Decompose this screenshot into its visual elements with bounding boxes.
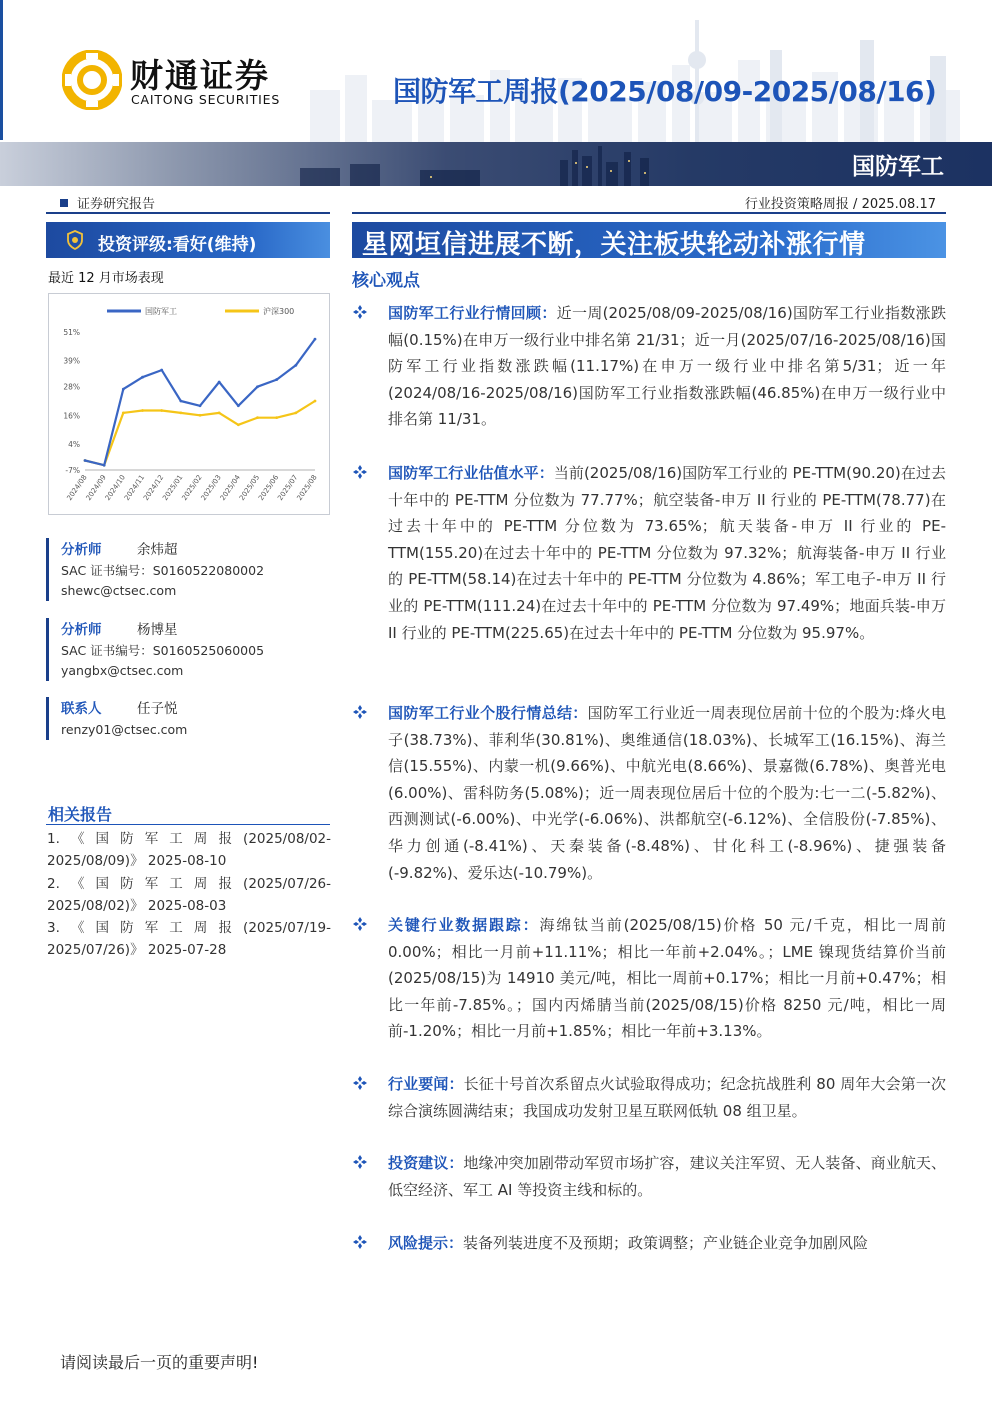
contact-name: 任子悦 [137, 701, 178, 717]
report-type-label: 证券研究报告 [77, 197, 156, 212]
related-report-item[interactable]: 2.《国防军工周报(2025/07/26-2025/08/02)》 2025-08-03 [47, 875, 331, 914]
analyst-cert: SAC 证书编号：S0160522080002 [61, 563, 265, 578]
section-heading: 国防军工行业估值水平： [388, 464, 554, 482]
x-tick-label: 2025/05 [237, 473, 262, 502]
square-bullet-icon [60, 199, 68, 207]
headline-text: 星网垣信进展不断，关注板块轮动补涨行情 [362, 230, 866, 260]
section-text: 国防军工行业近一周表现位居前十位的个股为:烽火电子(38.73%)、菲利华(30.81%)、奥维通信(18.03%)、长城军工(16.15%)、海兰信(15.55%)、内蒙一机(9.66%)、中航光电(8.66%)、景嘉微(6.78%)、奥普光电(6.00%)、雷科防务(5.08%)；近一周表现位居后十位的个股为:七一二(-5.82%)、西测测试(-6.00%)、中光学(-6.06%)、洪都航空(-6.12%)、全信股份(-7.85%)、华力创通(-8.41%)、天秦装备(-8.48%)、甘化科工(-8.96%)、捷强装备(-9.82%)、爱乐达(-10.79%)。 [388, 704, 946, 882]
x-tick-label: 2024/11 [122, 473, 147, 502]
report-type [60, 193, 155, 212]
y-tick-label: 4% [68, 439, 80, 449]
analyst-role: 分析师 [61, 542, 102, 558]
related-divider [46, 824, 330, 825]
performance-chart-svg [49, 294, 329, 514]
analyst-card-1 [46, 538, 316, 601]
series-point [256, 416, 259, 419]
performance-title: 最近 12 月市场表现 [48, 271, 164, 286]
series-point [294, 364, 297, 367]
section-heading: 国防军工行业个股行情总结： [388, 704, 588, 722]
x-tick-label: 2024/08 [65, 473, 89, 502]
related-report-item[interactable]: 3.《国防军工周报(2025/07/19-2025/07/26)》 2025-07-28 [47, 920, 331, 959]
header-left-rule [0, 0, 3, 140]
series-point [218, 411, 221, 414]
legend-label: 沪深300 [263, 307, 295, 316]
report-title: 国防军工周报(2025/08/09-2025/08/16) [393, 75, 937, 108]
section-text: 当前(2025/08/16)国防军工行业的 PE-TTM(90.20)在过去十年中的 PE-TTM 分位数为 77.77%；航空装备-申万 II 行业的 PE-TTM(78.77)在过去十年中的 PE-TTM 分位数为 73.65%；航天装备-申万 II 行业的 PE-TTM(155.20)在过去十年中的 PE-TTM 分位数为 97.32%；航海装备-申万 II 行业的 PE-TTM(58.14)在过去十年中的 PE-TTM 分位数为 4.86%；军工电子-申万 II 行业的 PE-TTM(111.24)在过去十年中的 PE-TTM 分位数为 97.49%；地面兵装-申万 II 行业的 PE-TTM(225.65)在过去十年中的 PE-TTM 分位数为 95.97%。 [388, 464, 946, 642]
series-point [256, 385, 259, 388]
series-point [122, 388, 125, 391]
series-point [199, 414, 202, 417]
series-point [199, 404, 202, 407]
diamond-bullet-icon [352, 304, 368, 320]
x-tick-label: 2025/02 [180, 473, 204, 502]
section-text: 长征十号首次系留点火试验取得成功；纪念抗战胜利 80 周年大会第一次综合演练圆满结束；我国成功发射卫星互联网低轨 08 组卫星。 [388, 1075, 946, 1120]
category-date: 行业投资策略周报 / 2025.08.17 [744, 197, 936, 212]
performance-chart [48, 293, 330, 515]
series-point [237, 404, 240, 407]
analyst-name: 余炜超 [137, 542, 178, 558]
series-point [141, 376, 144, 379]
investment-rating-box [46, 222, 330, 258]
series-point [160, 409, 163, 412]
x-tick-label: 2025/04 [218, 473, 242, 502]
contact-role: 联系人 [61, 701, 102, 717]
section-text: 装备列装进度不及预期；政策调整；产业链企业竞争加剧风险 [463, 1234, 869, 1252]
x-tick-label: 2025/08 [295, 473, 319, 502]
series-point [294, 411, 297, 414]
related-report-item[interactable]: 1.《国防军工周报(2025/08/02-2025/08/09)》 2025-08-10 [47, 831, 331, 870]
diamond-bullet-icon [352, 704, 368, 720]
section-text: 地缘冲突加剧带动军贸市场扩容，建议关注军贸、无人装备、商业航天、低空经济、军工 AI 等投资主线和标的。 [388, 1154, 946, 1199]
x-tick-label: 2024/10 [103, 473, 127, 502]
section-industry-data [352, 912, 946, 1045]
related-reports-title: 相关报告 [48, 805, 113, 824]
logo-chinese-name: 财通证券 [130, 56, 270, 95]
x-tick-label: 2025/06 [257, 473, 281, 502]
section-industry-news [352, 1071, 946, 1124]
series-point [103, 464, 106, 467]
x-tick-label: 2024/09 [84, 473, 108, 502]
analyst-email[interactable]: yangbx@ctsec.com [61, 663, 184, 678]
analyst-cert: SAC 证书编号：S0160525060005 [61, 643, 265, 658]
section-stock-summary [352, 700, 946, 886]
y-tick-label: 39% [63, 356, 80, 366]
diamond-bullet-icon [352, 1075, 368, 1091]
contact-card [46, 697, 316, 740]
core-views-title: 核心观点 [352, 271, 420, 291]
analyst-email[interactable]: shewc@ctsec.com [61, 583, 177, 598]
series-point [237, 423, 240, 426]
section-market-review [352, 300, 946, 433]
series-line [85, 401, 315, 465]
industry-tag: 国防军工 [852, 154, 944, 180]
series-point [218, 381, 221, 384]
diamond-bullet-icon [352, 1154, 368, 1170]
series-line [85, 339, 315, 465]
series-point [122, 411, 125, 414]
x-tick-label: 2025/01 [161, 473, 185, 502]
report-header [0, 0, 992, 188]
series-point [275, 378, 278, 381]
section-heading: 行业要闻： [388, 1075, 464, 1093]
x-tick-label: 2024/12 [142, 473, 166, 502]
diamond-bullet-icon [352, 916, 368, 932]
series-point [179, 400, 182, 403]
analyst-role: 分析师 [61, 622, 102, 638]
header-city-band [0, 142, 992, 186]
logo-english-name: CAITONG SECURITIES [131, 92, 281, 107]
series-point [275, 416, 278, 419]
section-valuation [352, 460, 946, 646]
y-tick-label: 16% [63, 411, 80, 421]
series-point [160, 369, 163, 372]
y-tick-label: -7% [65, 466, 80, 475]
y-tick-label: 28% [63, 382, 80, 392]
diamond-bullet-icon [352, 1234, 368, 1250]
y-tick-label: 51% [63, 328, 80, 337]
series-point [314, 400, 317, 403]
divider-right [352, 212, 946, 214]
analyst-name: 杨博星 [137, 622, 178, 638]
series-point [179, 411, 182, 414]
x-tick-label: 2025/07 [276, 473, 300, 502]
contact-email[interactable]: renzy01@ctsec.com [61, 722, 188, 737]
diamond-bullet-icon [352, 464, 368, 480]
caitong-logo-icon [62, 50, 122, 110]
analyst-card-2 [46, 618, 316, 681]
related-reports-list [47, 828, 331, 962]
shield-icon [66, 230, 84, 250]
series-point [84, 459, 87, 462]
divider-left [46, 212, 330, 214]
section-heading: 关键行业数据跟踪： [388, 916, 540, 934]
section-heading: 投资建议： [388, 1154, 464, 1172]
section-text: 海绵钛当前(2025/08/15)价格 50 元/千克，相比一周前 0.00%；相比一月前+11.11%；相比一年前+2.04%。；LME 镍现货结算价当前(2025/08/15)为 14910 美元/吨，相比一周前+0.17%；相比一月前+0.47%；相比一年前-7.85%。；国内丙烯腈当前(2025/08/15)价格 8250 元/吨，相比一周前-1.20%；相比一月前+1.85%；相比一年前+3.13%。 [388, 916, 946, 1041]
section-investment-advice [352, 1150, 946, 1203]
section-text: 近一周(2025/08/09-2025/08/16)国防军工行业指数涨跌幅(0.15%)在申万一级行业中排名第 21/31；近一月(2025/07/16-2025/08/16)国防军工行业指数涨跌幅(11.17%)在申万一级行业中排名第5/31；近一年(2024/08/16-2025/08/16)国防军工行业指数涨跌幅(46.85%)在申万一级行业中排名第 11/31。 [388, 304, 946, 429]
footer-disclaimer-note: 请阅读最后一页的重要声明! [60, 1353, 259, 1372]
x-tick-label: 2025/03 [199, 473, 223, 502]
section-risk-warning [352, 1230, 946, 1257]
rating-text: 投资评级:看好(维持) [98, 235, 257, 255]
series-point [314, 338, 317, 341]
section-heading: 国防军工行业行情回顾： [388, 304, 557, 322]
legend-label: 国防军工 [145, 307, 177, 316]
series-point [141, 409, 144, 412]
headline-banner [352, 222, 946, 258]
section-heading: 风险提示： [388, 1234, 464, 1252]
